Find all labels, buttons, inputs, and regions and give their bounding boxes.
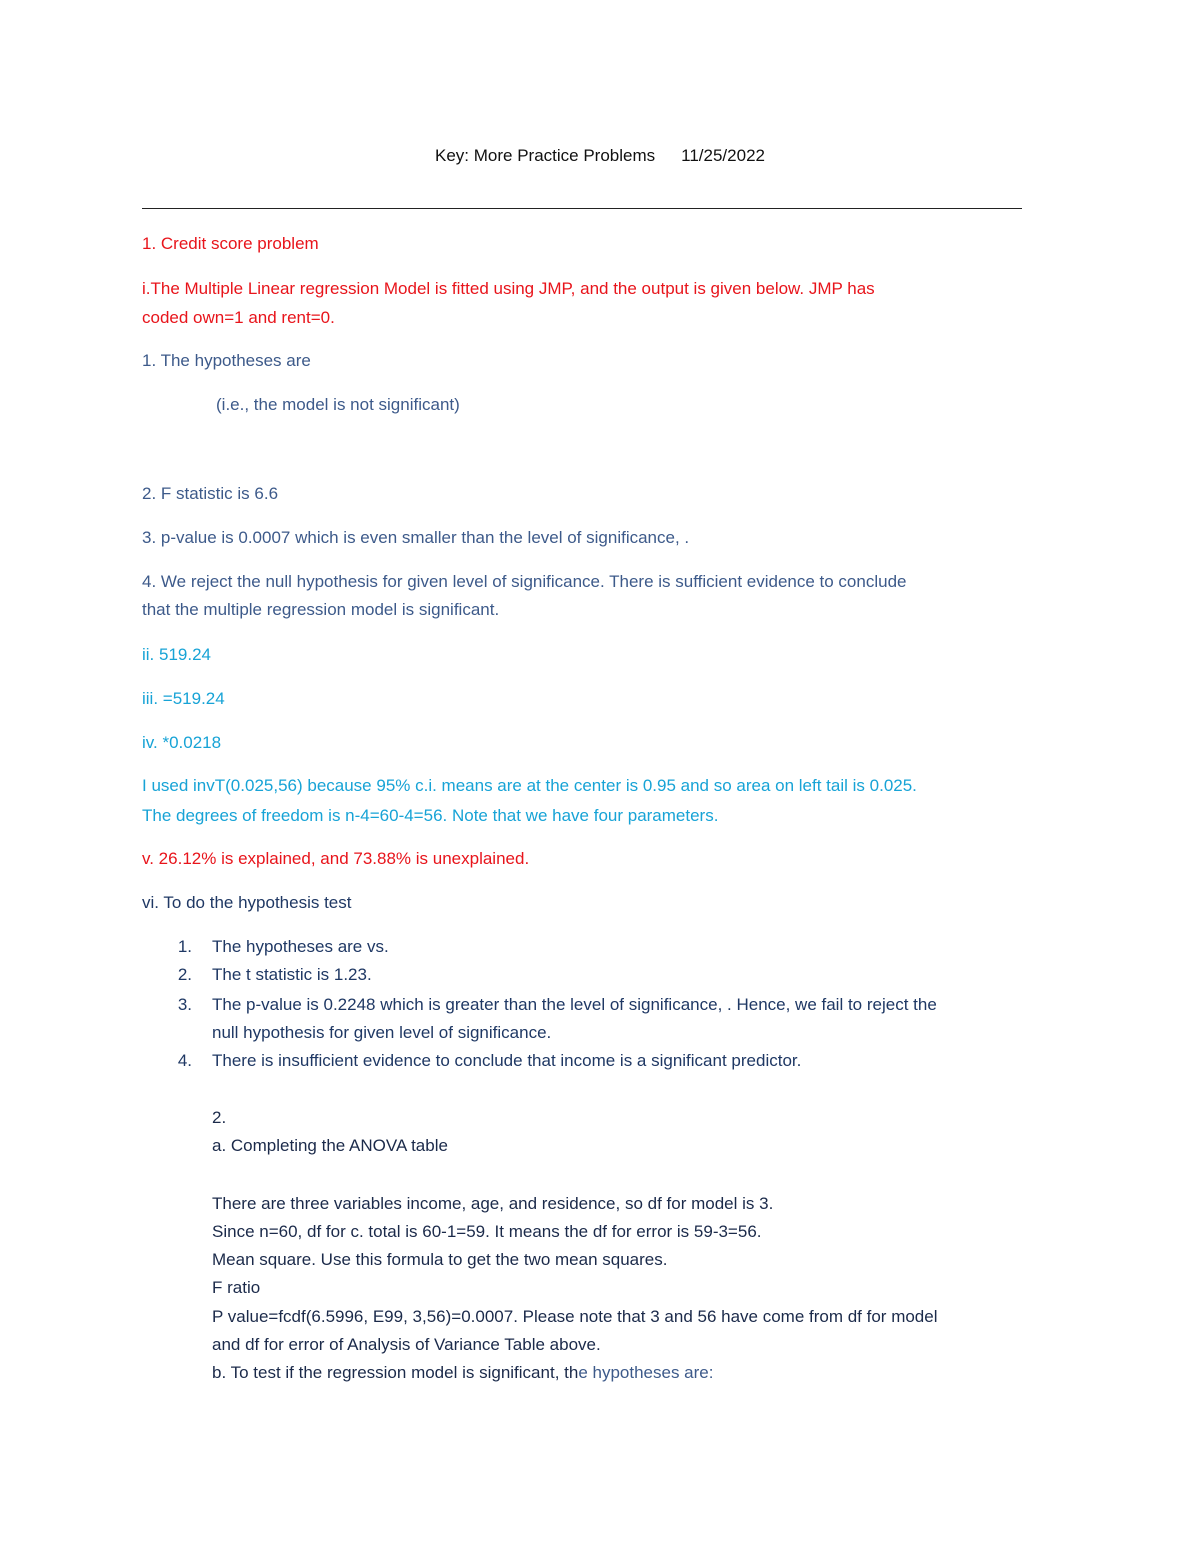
answer-v: v. 26.12% is explained, and 73.88% is unexplained. [142, 849, 530, 868]
invt-line2: The degrees of freedom is n-4=60-4=56. Note that we have four parameters. [142, 806, 719, 825]
f-statistic: 2. F statistic is 6.6 [142, 484, 279, 503]
p-value-fcdf-line2: and df for error of Analysis of Variance Table above. [212, 1335, 601, 1354]
list-item-continuation: null hypothesis for given level of significance. [212, 1023, 552, 1042]
title-date: 11/25/2022 [681, 146, 765, 165]
f-ratio-line: F ratio [212, 1278, 261, 1297]
list-item: The p-value is 0.2248 which is greater than the level of significance, . Hence, we fail to reject the [212, 995, 937, 1014]
list-item-number: 3. [177, 995, 192, 1014]
list-item-number: 1. [177, 937, 192, 956]
section1-heading: 1. Credit score problem [142, 234, 319, 253]
df-total-line: Since n=60, df for c. total is 60-1=59. It means the df for error is 59-3=56. [212, 1222, 762, 1241]
test-significance-part2: e hypotheses are: [578, 1363, 714, 1382]
invt-line1: I used invT(0.025,56) because 95% c.i. means are at the center is 0.95 and so area on left tail is 0.025. [142, 776, 917, 795]
title-text: Key: More Practice Problems [435, 146, 656, 165]
list-item-number: 2. [177, 965, 192, 984]
test-significance-part1: b. To test if the regression model is significant, th [212, 1363, 579, 1382]
page-title [0, 145, 1200, 167]
header-divider [142, 208, 1022, 209]
test-significance-line [212, 1362, 713, 1384]
answer-vi: vi. To do the hypothesis test [142, 893, 352, 912]
list-item-number: 4. [177, 1051, 192, 1070]
answer-iv: iv. *0.0218 [142, 733, 222, 752]
list-item: The t statistic is 1.23. [212, 965, 372, 984]
hypotheses-note: (i.e., the model is not significant) [216, 395, 460, 414]
mean-square-line: Mean square. Use this formula to get the two mean squares. [212, 1250, 668, 1269]
hypotheses-heading: 1. The hypotheses are [142, 351, 311, 370]
p-value-line: 3. p-value is 0.0007 which is even smaller than the level of significance, . [142, 528, 690, 547]
anova-heading: a. Completing the ANOVA table [212, 1136, 448, 1155]
section2-number: 2. [212, 1108, 227, 1127]
df-model-line: There are three variables income, age, and residence, so df for model is 3. [212, 1194, 774, 1213]
answer-iii: iii. =519.24 [142, 689, 225, 708]
p-value-fcdf-line1: P value=fcdf(6.5996, E99, 3,56)=0.0007. Please note that 3 and 56 have come from df for model [212, 1307, 938, 1326]
answer-ii: ii. 519.24 [142, 645, 211, 664]
conclusion-line2: that the multiple regression model is significant. [142, 600, 500, 619]
list-item: There is insufficient evidence to conclude that income is a significant predictor. [212, 1051, 802, 1070]
model-fit-line2: coded own=1 and rent=0. [142, 308, 335, 327]
list-item: The hypotheses are vs. [212, 937, 389, 956]
model-fit-line1: i.The Multiple Linear regression Model is fitted using JMP, and the output is given below. JMP has [142, 279, 875, 298]
conclusion-line1: 4. We reject the null hypothesis for given level of significance. There is sufficient evidence to conclude [142, 572, 907, 591]
